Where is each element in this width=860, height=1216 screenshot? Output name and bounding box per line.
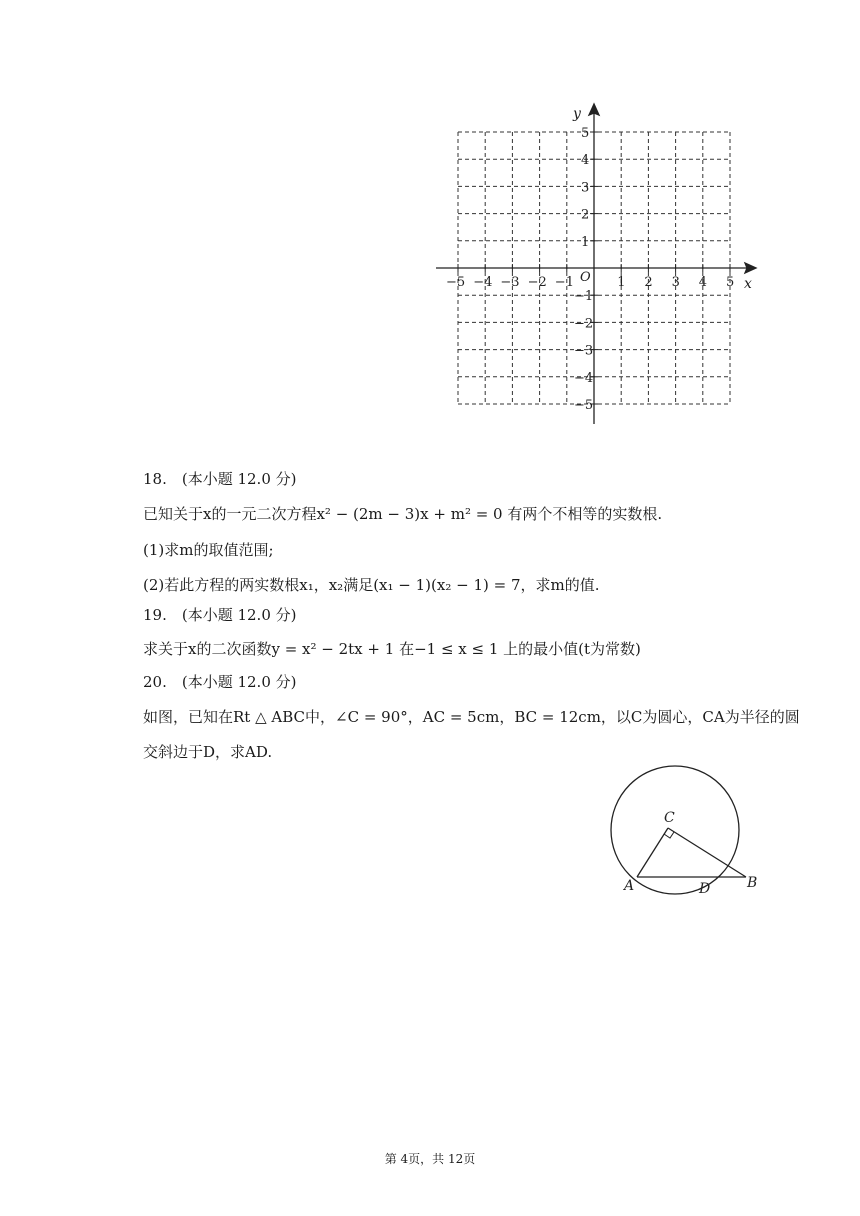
y-axis-arrow-icon bbox=[589, 104, 599, 115]
x-tick-label: 5 bbox=[726, 275, 735, 290]
label-c: C bbox=[664, 810, 675, 826]
y-tick-label: 3 bbox=[581, 180, 590, 196]
x-axis-label: x bbox=[744, 276, 752, 292]
x-tick-label: −4 bbox=[473, 275, 493, 290]
q18-part1: (1)求m的取值范围; bbox=[143, 541, 274, 559]
q19-header: 19. (本小题 12.0 分) bbox=[143, 606, 297, 624]
y-tick-label: 5 bbox=[581, 126, 590, 141]
coordinate-grid-figure bbox=[434, 98, 764, 428]
x-tick-label: 3 bbox=[671, 275, 680, 290]
x-tick-label: −2 bbox=[527, 275, 547, 290]
label-a: A bbox=[624, 878, 635, 894]
x-tick-label: 1 bbox=[617, 275, 626, 290]
x-tick-label: −5 bbox=[446, 275, 466, 290]
y-tick-label: 4 bbox=[581, 153, 590, 169]
x-tick-label: −1 bbox=[554, 275, 574, 290]
q20-stem-line2: 交斜边于D，求AD. bbox=[143, 743, 273, 761]
q18-header: 18. (本小题 12.0 分) bbox=[143, 470, 297, 488]
y-tick-label: 1 bbox=[581, 234, 590, 250]
segment-ca bbox=[637, 828, 668, 877]
y-tick-label: 2 bbox=[581, 207, 590, 223]
q18-stem: 已知关于x的一元二次方程x² − (2m − 3)x + m² = 0 有两个不相等的实数根. bbox=[143, 505, 663, 523]
y-axis-label: y bbox=[573, 106, 581, 122]
x-tick-label: −3 bbox=[500, 275, 520, 290]
q20-header: 20. (本小题 12.0 分) bbox=[143, 673, 297, 691]
y-tick-label: −1 bbox=[574, 289, 594, 305]
origin-label: O bbox=[580, 270, 591, 285]
q19-stem: 求关于x的二次函数y = x² − 2tx + 1 在−1 ≤ x ≤ 1 上的最小值(t为常数) bbox=[143, 640, 641, 658]
label-d: D bbox=[699, 881, 711, 897]
y-tick-label: −2 bbox=[574, 316, 594, 332]
q20-stem-line1: 如图，已知在Rt △ ABC中，∠C = 90°，AC = 5cm，BC = 12cm，以C为圆心，CA为半径的圆 bbox=[143, 708, 800, 726]
page-footer: 第 4页，共 12页 bbox=[384, 1152, 476, 1166]
circle-triangle-figure bbox=[600, 760, 770, 900]
x-tick-label: 2 bbox=[644, 275, 653, 290]
x-tick-label: 4 bbox=[698, 275, 708, 290]
y-tick-label: −3 bbox=[574, 343, 594, 359]
circle bbox=[611, 766, 739, 894]
y-tick-label: −5 bbox=[574, 398, 594, 413]
q18-part2: (2)若此方程的两实数根x₁，x₂满足(x₁ − 1)(x₂ − 1) = 7，求m的值. bbox=[143, 576, 600, 594]
label-b: B bbox=[747, 875, 758, 891]
x-axis-arrow-icon bbox=[745, 263, 756, 273]
y-tick-label: −4 bbox=[574, 370, 594, 386]
